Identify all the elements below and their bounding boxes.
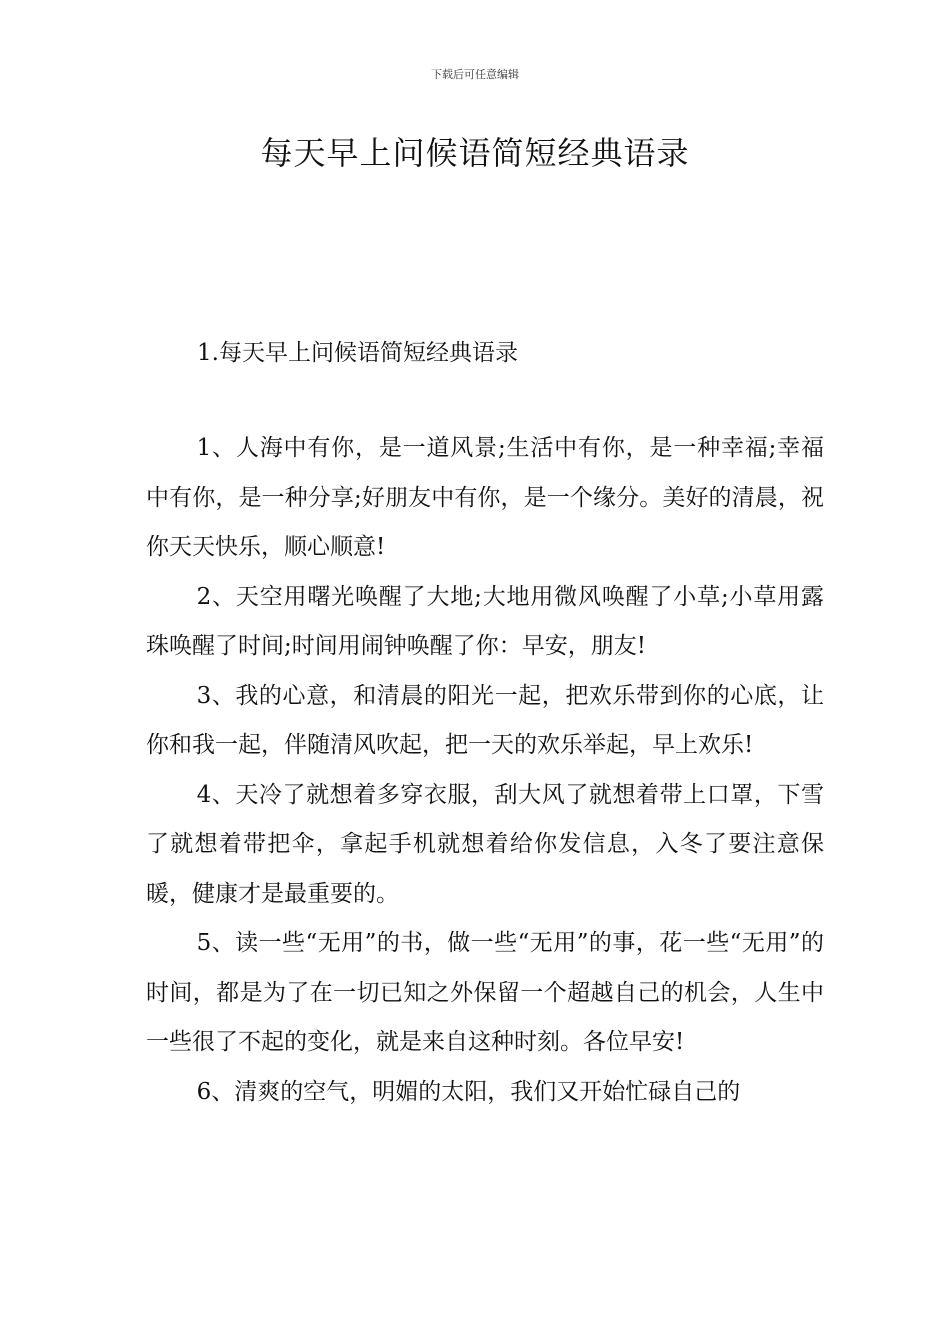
paragraph-2: 2、天空用曙光唤醒了大地;大地用微风唤醒了小草;小草用露珠唤醒了时间;时间用闹钟唤醒了你：早安，朋友! — [146, 583, 824, 659]
paragraph-6: 6、清爽的空气，明媚的太阳，我们又开始忙碌自己的 — [196, 1078, 741, 1105]
paragraph-4: 4、天冷了就想着多穿衣服，刮大风了就想着带上口罩，下雪了就想着带把伞，拿起手机就想着给你发信息，入冬了要注意保暖，健康才是最重要的。 — [146, 781, 824, 907]
document-title: 每天早上问候语简短经典语录 — [260, 134, 690, 172]
paragraph-5: 5、读一些“无用”的书，做一些“无用”的事，花一些“无用”的时间，都是为了在一切已知之外保留一个超越自己的机会，人生中一些很了不起的变化，就是来自这种时刻。各位早安! — [146, 930, 824, 1055]
paragraph-1: 1、人海中有你，是一道风景;生活中有你，是一种幸福;幸福中有你，是一种分享;好朋友中有你，是一个缘分。美好的清晨，祝你天天快乐，顺心顺意! — [146, 435, 824, 560]
paragraph-3: 3、我的心意，和清晨的阳光一起，把欢乐带到你的心底，让你和我一起，伴随清风吹起，把一天的欢乐举起，早上欢乐! — [146, 682, 824, 758]
header-note: 下载后可任意编辑 — [431, 68, 519, 81]
section-heading: 1.每天早上问候语简短经典语录 — [197, 340, 518, 366]
document-body — [146, 424, 824, 1117]
